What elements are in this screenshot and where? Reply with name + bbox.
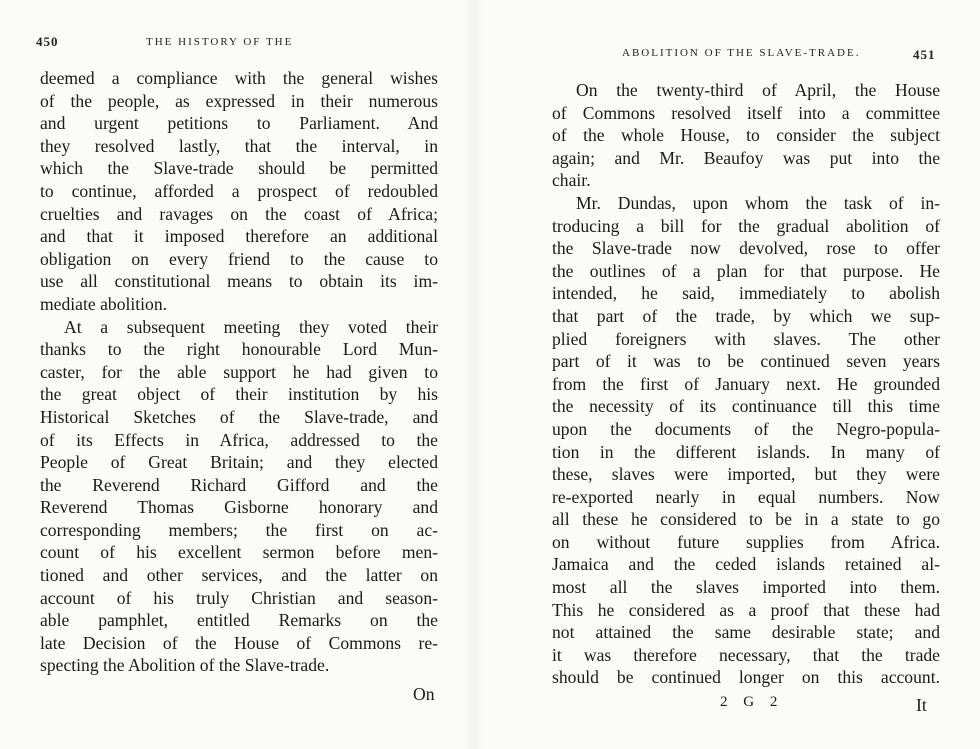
text-line: obligation on every friend to the cause to bbox=[40, 248, 438, 269]
text-line: of Commons resolved itself into a committee bbox=[552, 102, 940, 123]
text-line: Mr. Dundas, upon whom the task of in- bbox=[576, 192, 940, 213]
text-line: tioned and other services, and the latter on bbox=[40, 565, 438, 586]
text-line: that part of the trade, by which we sup- bbox=[552, 305, 940, 326]
text-line: upon the documents of the Negro-popula- bbox=[552, 418, 940, 439]
text-line: specting the Abolition of the Slave-trade. bbox=[40, 655, 330, 676]
text-line: intended, he said, immediately to abolish bbox=[552, 283, 940, 304]
right-page-number: 451 bbox=[913, 47, 936, 62]
text-line: the Reverend Richard Gifford and the bbox=[40, 474, 438, 495]
left-page bbox=[0, 0, 470, 749]
text-line: and urgent petitions to Parliament. And bbox=[40, 113, 438, 134]
right-running-head: ABOLITION OF THE SLAVE-TRADE. bbox=[622, 47, 861, 59]
text-line: count of his excellent sermon before men- bbox=[40, 542, 438, 563]
text-line: caster, for the able support he had given to bbox=[40, 361, 438, 382]
text-line: all these he considered to be in a state to go bbox=[552, 509, 940, 530]
text-line: late Decision of the House of Commons re- bbox=[40, 632, 438, 653]
right-catchword: It bbox=[916, 695, 927, 715]
text-line: it was therefore necessary, that the trade bbox=[552, 644, 940, 665]
text-line: Jamaica and the ceded islands retained al- bbox=[552, 554, 940, 575]
text-line: tion in the different islands. In many of bbox=[552, 441, 940, 462]
text-line: troducing a bill for the gradual abolition of bbox=[552, 215, 940, 236]
text-line: deemed a compliance with the general wishes bbox=[40, 68, 438, 88]
left-page-number: 450 bbox=[36, 34, 59, 49]
right-page-body bbox=[552, 79, 940, 689]
text-line: use all constitutional means to obtain its im- bbox=[40, 271, 438, 292]
text-line: again; and Mr. Beaufoy was put into the bbox=[552, 147, 940, 168]
right-page bbox=[470, 0, 980, 749]
text-line: corresponding members; the first on ac- bbox=[40, 519, 438, 540]
text-line: People of Great Britain; and they elected bbox=[40, 452, 438, 473]
text-line: on without future supplies from Africa. bbox=[552, 531, 940, 552]
text-line: chair. bbox=[552, 170, 591, 191]
text-line: which the Slave-trade should be permitted bbox=[40, 158, 438, 179]
text-line: This he considered as a proof that these had bbox=[552, 599, 940, 620]
text-line: On the twenty-third of April, the House bbox=[576, 80, 940, 100]
text-line: mediate abolition. bbox=[40, 293, 168, 314]
text-line: the outlines of a plan for that purpose. He bbox=[552, 260, 940, 281]
text-line: the Slave-trade now devolved, rose to offer bbox=[552, 238, 940, 259]
text-line: cruelties and ravages on the coast of Africa; bbox=[40, 203, 438, 224]
text-line: Reverend Thomas Gisborne honorary and bbox=[40, 497, 438, 518]
text-line: At a subsequent meeting they voted their bbox=[64, 316, 438, 337]
left-catchword: On bbox=[413, 684, 435, 704]
left-page-body bbox=[40, 67, 438, 677]
text-line: should be continued longer on this account. bbox=[552, 667, 940, 688]
text-line: re-exported nearly in equal numbers. Now bbox=[552, 486, 940, 507]
text-line: part of it was to be continued seven years bbox=[552, 351, 940, 372]
text-line: of the whole House, to consider the subject bbox=[552, 125, 940, 146]
text-line: plied foreigners with slaves. The other bbox=[552, 328, 940, 349]
signature-mark: 2 G 2 bbox=[720, 694, 784, 710]
text-line: account of his truly Christian and season- bbox=[40, 587, 438, 608]
text-line: of its Effects in Africa, addressed to the bbox=[40, 429, 438, 450]
text-line: these, slaves were imported, but they were bbox=[552, 464, 940, 485]
left-running-head: THE HISTORY OF THE bbox=[146, 36, 294, 48]
text-line: the necessity of its continuance till this time bbox=[552, 396, 940, 417]
text-line: from the first of January next. He grounded bbox=[552, 373, 940, 394]
text-line: to continue, afforded a prospect of redoubled bbox=[40, 180, 438, 201]
text-line: not attained the same desirable state; and bbox=[552, 622, 940, 643]
text-line: the great object of their institution by his bbox=[40, 384, 438, 405]
text-line: able pamphlet, entitled Remarks on the bbox=[40, 610, 438, 631]
text-line: Historical Sketches of the Slave-trade, and bbox=[40, 406, 438, 427]
text-line: they resolved lastly, that the interval, in bbox=[40, 135, 438, 156]
text-line: of the people, as expressed in their numerous bbox=[40, 90, 438, 111]
text-line: and that it imposed therefore an additional bbox=[40, 226, 438, 247]
text-line: most all the slaves imported into them. bbox=[552, 577, 940, 598]
text-line: thanks to the right honourable Lord Mun- bbox=[40, 339, 438, 360]
